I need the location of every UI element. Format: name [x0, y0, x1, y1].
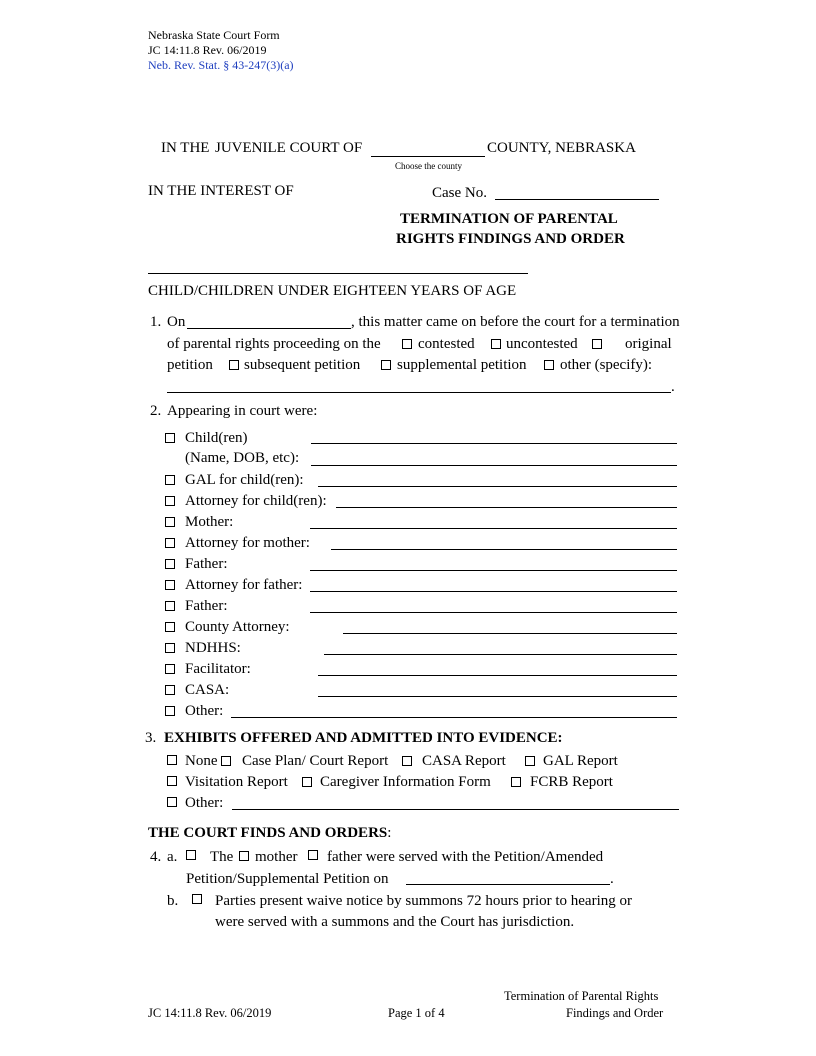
atty-mother-label: Attorney for mother:	[185, 535, 310, 551]
atty-child-label: Attorney for child(ren):	[185, 493, 327, 509]
petition-on-label: Petition/Supplemental Petition on	[186, 871, 389, 887]
none-exhibit-checkbox[interactable]	[167, 755, 177, 765]
ndhhs-field[interactable]	[324, 654, 677, 655]
father2-field[interactable]	[310, 612, 677, 613]
item1-number: 1.	[150, 314, 162, 330]
gal-report-checkbox[interactable]	[525, 756, 535, 766]
waive-line2: were served with a summons and the Court has jurisdiction.	[215, 914, 575, 930]
county-field[interactable]	[371, 156, 485, 157]
ndhhs-label: NDHHS:	[185, 640, 241, 656]
visitation-label: Visitation Report	[185, 774, 288, 790]
other-proceeding-field[interactable]	[167, 392, 671, 393]
footer-form-number: JC 14:11.8 Rev. 06/2019	[148, 1006, 272, 1020]
other-proceeding-checkbox[interactable]	[544, 360, 554, 370]
child-sub-label: (Name, DOB, etc):	[185, 450, 300, 466]
child-name-field[interactable]	[148, 273, 528, 274]
item4b-letter: b.	[167, 893, 179, 909]
child-label: CHILD/CHILDREN UNDER EIGHTEEN YEARS OF AGE	[148, 283, 517, 299]
fcrb-checkbox[interactable]	[511, 777, 521, 787]
gal-checkbox[interactable]	[165, 475, 175, 485]
county-suffix: COUNTY, NEBRASKA	[487, 140, 636, 156]
contested-label: contested	[418, 336, 475, 352]
mother-served-label: mother	[255, 849, 298, 865]
case-plan-checkbox[interactable]	[221, 756, 231, 766]
other-appearing-checkbox[interactable]	[165, 706, 175, 716]
interest-label: IN THE INTEREST OF	[148, 183, 294, 199]
mother-label: Mother:	[185, 514, 234, 530]
supplemental-label: supplemental petition	[397, 357, 527, 373]
item4a-period: .	[610, 871, 614, 887]
item3-number: 3.	[145, 730, 157, 746]
item4a-letter: a.	[167, 849, 178, 865]
casa-report-label: CASA Report	[422, 753, 506, 769]
father1-label: Father:	[185, 556, 228, 572]
petition-label: petition	[167, 357, 213, 373]
atty-child-checkbox[interactable]	[165, 496, 175, 506]
findings-colon: :	[387, 825, 392, 841]
item3-title: EXHIBITS OFFERED AND ADMITTED INTO EVIDENCE:	[164, 730, 563, 746]
case-no-field[interactable]	[495, 199, 659, 200]
footer-title1: Termination of Parental Rights	[504, 989, 659, 1003]
service-date-field[interactable]	[406, 884, 610, 885]
court-type-select[interactable]: JUVENILE COURT OF	[215, 140, 363, 156]
supplemental-checkbox[interactable]	[381, 360, 391, 370]
gal-field[interactable]	[318, 486, 677, 487]
uncontested-checkbox[interactable]	[491, 339, 501, 349]
hearing-date-field[interactable]	[187, 328, 351, 329]
other-exhibit-field[interactable]	[232, 809, 679, 810]
other-appearing-field[interactable]	[231, 717, 677, 718]
subsequent-checkbox[interactable]	[229, 360, 239, 370]
father2-checkbox[interactable]	[165, 601, 175, 611]
child-field[interactable]	[311, 443, 677, 444]
item4a-checkbox[interactable]	[186, 850, 196, 860]
visitation-checkbox[interactable]	[167, 776, 177, 786]
item1-text2: of parental rights proceeding on the	[167, 336, 381, 352]
caregiver-checkbox[interactable]	[302, 777, 312, 787]
atty-mother-field[interactable]	[331, 549, 677, 550]
county-hint: Choose the county	[395, 161, 462, 171]
mother-checkbox[interactable]	[165, 517, 175, 527]
item1-text1: , this matter came on before the court for a termination	[351, 314, 680, 330]
other-appearing-label: Other:	[185, 703, 224, 719]
casa-field[interactable]	[318, 696, 677, 697]
statute-link[interactable]: Neb. Rev. Stat. § 43-247(3)(a)	[148, 58, 294, 72]
item1-on: On	[167, 314, 186, 330]
other-proceeding-label: other (specify):	[560, 357, 653, 373]
item2-number: 2.	[150, 403, 162, 419]
original-checkbox[interactable]	[592, 339, 602, 349]
atty-father-label: Attorney for father:	[185, 577, 303, 593]
item2-title: Appearing in court were:	[167, 403, 318, 419]
form-title-line2: RIGHTS FINDINGS AND ORDER	[396, 231, 625, 247]
county-atty-checkbox[interactable]	[165, 622, 175, 632]
findings-heading	[148, 824, 391, 842]
case-no-label: Case No.	[432, 185, 487, 201]
footer-title2: Findings and Order	[566, 1006, 664, 1020]
findings-title: THE COURT FINDS AND ORDERS	[148, 825, 388, 841]
form-number: JC 14:11.8 Rev. 06/2019	[148, 43, 267, 57]
child-details-field[interactable]	[311, 465, 677, 466]
item4b-checkbox[interactable]	[192, 894, 202, 904]
none-exhibit-label: None	[185, 753, 218, 769]
father2-label: Father:	[185, 598, 228, 614]
father-served-checkbox[interactable]	[308, 850, 318, 860]
father-served-label: father were served with the Petition/Amended	[327, 849, 604, 865]
gal-label: GAL for child(ren):	[185, 472, 304, 488]
atty-father-checkbox[interactable]	[165, 580, 175, 590]
item1-period: .	[671, 379, 675, 395]
original-label: original	[625, 336, 672, 352]
ndhhs-checkbox[interactable]	[165, 643, 175, 653]
child-checkbox[interactable]	[165, 433, 175, 443]
father1-field[interactable]	[310, 570, 677, 571]
facilitator-label: Facilitator:	[185, 661, 251, 677]
subsequent-label: subsequent petition	[244, 357, 361, 373]
uncontested-label: uncontested	[506, 336, 578, 352]
casa-checkbox[interactable]	[165, 685, 175, 695]
child-label: Child(ren)	[185, 430, 248, 446]
form-source: Nebraska State Court Form	[148, 28, 280, 42]
mother-field[interactable]	[310, 528, 677, 529]
caregiver-label: Caregiver Information Form	[320, 774, 491, 790]
other-exhibit-label: Other:	[185, 795, 224, 811]
mother-served-checkbox[interactable]	[239, 851, 249, 861]
casa-label: CASA:	[185, 682, 230, 698]
casa-report-checkbox[interactable]	[402, 756, 412, 766]
other-exhibit-checkbox[interactable]	[167, 797, 177, 807]
atty-child-field[interactable]	[336, 507, 677, 508]
county-atty-label: County Attorney:	[185, 619, 290, 635]
footer-page: Page 1 of 4	[388, 1006, 445, 1020]
atty-mother-checkbox[interactable]	[165, 538, 175, 548]
fcrb-label: FCRB Report	[530, 774, 613, 790]
case-plan-label: Case Plan/ Court Report	[242, 753, 389, 769]
item4a-the: The	[210, 849, 234, 865]
atty-father-field[interactable]	[310, 591, 677, 592]
facilitator-field[interactable]	[318, 675, 677, 676]
facilitator-checkbox[interactable]	[165, 664, 175, 674]
contested-checkbox[interactable]	[402, 339, 412, 349]
court-prefix: IN THE	[161, 140, 210, 156]
gal-report-label: GAL Report	[543, 753, 618, 769]
father1-checkbox[interactable]	[165, 559, 175, 569]
item4-number: 4.	[150, 849, 162, 865]
waive-line1: Parties present waive notice by summons 72 hours prior to hearing or	[215, 893, 632, 909]
county-atty-field[interactable]	[343, 633, 677, 634]
form-title-line1: TERMINATION OF PARENTAL	[400, 211, 618, 227]
